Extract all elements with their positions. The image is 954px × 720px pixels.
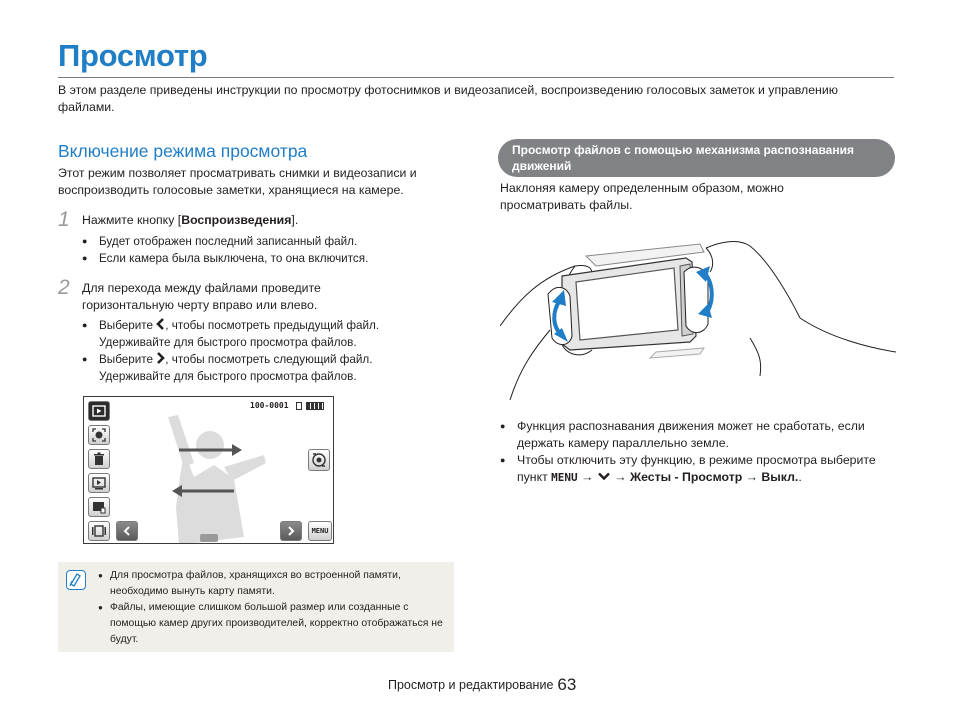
page-title: Просмотр	[58, 38, 208, 73]
play-mode-icon[interactable]	[88, 401, 110, 421]
page-number: 63	[557, 675, 577, 694]
bullet-text: Удерживайте для быстрого просмотра файлов.	[99, 336, 357, 349]
motion-intro: Наклоняя камеру определенным образом, можно просматривать файлы.	[500, 181, 784, 212]
page-intro: В этом разделе приведены инструкции по просмотру фотоснимков и видеозаписей, воспроизведению голосовых заметок и управлению файлами.	[58, 83, 838, 114]
bullet-text: .	[798, 470, 802, 484]
bullet-text: Удерживайте для быстрого просмотра файлов.	[99, 370, 357, 383]
step-1-bullets	[82, 233, 452, 267]
note-icon	[66, 570, 86, 590]
footer-section: Просмотр и редактирование	[388, 678, 554, 692]
list-item: ● Для просмотра файлов, хранящихся во встроенной памяти, необходимо вынуть карту памяти.	[98, 568, 443, 600]
page-footer	[388, 675, 576, 695]
list-item: ● Если камера была выключена, то она включится.	[82, 250, 452, 267]
slideshow-icon[interactable]	[88, 473, 110, 493]
bold-text: Жесты - Просмотр	[629, 470, 743, 484]
face-detect-icon[interactable]	[88, 425, 110, 445]
arrow-glyph: →	[581, 470, 594, 484]
chevron-left-icon	[156, 318, 165, 330]
section-intro: Этот режим позволяет просматривать снимки и видеозаписи и воспроизводить голосовые заметки, хранящиеся на камере.	[58, 166, 417, 197]
arrow-glyph: →	[614, 470, 627, 484]
memory-card-icon	[296, 402, 302, 410]
edit-icon[interactable]	[88, 497, 110, 517]
battery-icon	[306, 402, 324, 410]
list-item	[500, 452, 896, 486]
motion-bullets	[500, 418, 896, 486]
bullet-text: Выберите	[99, 353, 154, 366]
bullet-text: , чтобы посмотреть следующий файл.	[165, 353, 373, 366]
step-2-number: 2	[58, 276, 70, 299]
bullet-text: , чтобы посмотреть предыдущий файл.	[165, 319, 380, 332]
menu-key-label: MENU	[551, 471, 578, 484]
note-list	[98, 568, 443, 648]
menu-button[interactable]	[308, 521, 332, 541]
tilt-camera-illustration	[500, 238, 896, 406]
motion-heading: Просмотр файлов с помощью механизма распознавания движений	[498, 139, 895, 177]
file-number: 100-0001	[250, 401, 289, 410]
step-2-bullets	[82, 317, 452, 385]
prev-arrow-icon[interactable]	[116, 521, 138, 541]
step-1-text-c: ].	[291, 213, 299, 227]
list-item	[82, 317, 452, 351]
chevron-down-icon	[597, 472, 611, 481]
motion-recognition-icon[interactable]	[308, 449, 330, 471]
next-arrow-icon[interactable]	[280, 521, 302, 541]
page-indicator	[200, 534, 218, 542]
step-1-text	[82, 212, 452, 229]
list-item: ● Файлы, имеющие слишком большой размер или созданные с помощью камер других производителей, корректно отображаться не будут.	[98, 600, 443, 648]
bold-text: Выкл.	[761, 470, 799, 484]
delete-icon[interactable]	[88, 449, 110, 469]
list-item: ● Будет отображен последний записанный файл.	[82, 233, 452, 250]
section-heading: Включение режима просмотра	[58, 141, 308, 161]
display-icon[interactable]	[88, 521, 110, 541]
list-item: ● Функция распознавания движения может не сработать, если держать камеру параллельно земле.	[500, 418, 896, 452]
step-1-text-bold: Воспроизведения	[181, 213, 292, 227]
step-1-number: 1	[58, 208, 70, 231]
step-1-text-a: Нажмите кнопку [	[82, 213, 182, 227]
note-box	[58, 562, 454, 652]
bullet-text: Чтобы отключить эту функцию, в режиме просмотра выберите пункт	[517, 453, 876, 484]
menu-button-label: MENU	[311, 527, 329, 535]
bullet-text: Выберите	[99, 319, 154, 332]
list-item	[82, 351, 452, 385]
arrow-glyph: →	[745, 470, 758, 484]
title-divider	[58, 77, 894, 78]
step-2-text: Для перехода между файлами проведите горизонтальную черту вправо или влево.	[82, 281, 321, 312]
camera-screen	[83, 396, 334, 544]
chevron-right-icon	[156, 352, 165, 364]
